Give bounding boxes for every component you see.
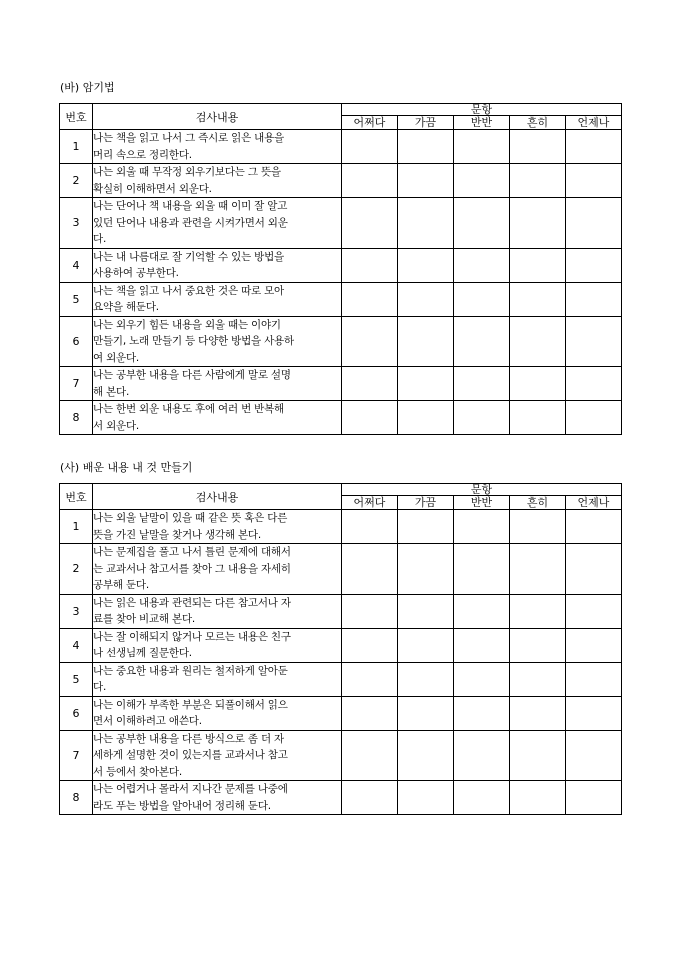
answer-cell-sometimes[interactable] [398,316,454,367]
item-number: 1 [60,130,93,164]
item-content-line: 나는 공부한 내용을 다른 사람에게 말로 설명 [93,369,291,381]
header-option-rarely: 어쩌다 [342,116,398,130]
item-content-line: 해 본다. [93,385,130,398]
answer-cell-rarely[interactable] [342,282,398,316]
item-number: 3 [60,594,93,628]
table-row [60,198,622,249]
answer-cell-half[interactable] [454,401,510,435]
answer-cell-often[interactable] [510,510,566,544]
header-option-always: 언제나 [566,496,622,510]
answer-cell-half[interactable] [454,367,510,401]
item-content-line: 나는 어렵거나 몰라서 지나간 문제를 나중에 [93,783,288,795]
answer-cell-always[interactable] [566,730,622,781]
item-content-line: 료를 찾아 비교해 본다. [93,613,196,625]
answer-cell-sometimes[interactable] [398,282,454,316]
answer-cell-always[interactable] [566,594,622,628]
answer-cell-half[interactable] [454,662,510,696]
answer-cell-often[interactable] [510,401,566,435]
answer-cell-half[interactable] [454,594,510,628]
answer-cell-always[interactable] [566,248,622,282]
answer-cell-often[interactable] [510,367,566,401]
answer-cell-rarely[interactable] [342,781,398,815]
answer-cell-sometimes[interactable] [398,662,454,696]
item-number: 4 [60,628,93,662]
table-row [60,730,622,781]
answer-cell-half[interactable] [454,316,510,367]
item-number: 2 [60,164,93,198]
answer-cell-often[interactable] [510,781,566,815]
item-content-line: 면서 이해하려고 애쓴다. [93,715,202,727]
item-content-line: 다. [93,681,107,693]
item-content-line: 사용하여 공부한다. [93,267,179,279]
answer-cell-often[interactable] [510,544,566,595]
item-number: 8 [60,401,93,435]
item-content-line: 확실히 이해하면서 외운다. [93,182,212,195]
item-content [93,130,342,164]
table-row [60,662,622,696]
item-content-line: 나는 외우기 힘든 내용을 외울 때는 이야기 [93,318,281,331]
table-row [60,510,622,544]
header-option-half: 반반 [454,496,510,510]
answer-cell-half[interactable] [454,696,510,730]
item-content [93,544,342,595]
header-item-group: 문항 [342,104,622,116]
header-option-half: 반반 [454,116,510,130]
item-content-line: 나는 외울 낱말이 있을 때 같은 뜻 혹은 다른 [93,512,288,524]
answer-cell-often[interactable] [510,594,566,628]
item-content [93,198,342,249]
item-content-line: 세하게 설명한 것이 있는지를 교과서나 참고 [93,749,288,761]
answer-cell-sometimes[interactable] [398,594,454,628]
answer-cell-rarely[interactable] [342,130,398,164]
item-content-line: 머리 속으로 정리한다. [93,148,192,161]
answer-cell-always[interactable] [566,401,622,435]
item-content [93,316,342,367]
table-row [60,130,622,164]
answer-cell-half[interactable] [454,248,510,282]
item-content-line: 나는 잘 이해되지 않거나 모르는 내용은 친구 [93,630,291,643]
header-option-rarely: 어쩌다 [342,496,398,510]
item-number: 1 [60,510,93,544]
item-content-line: 나는 이해가 부족한 부분은 되풀이해서 읽으 [93,698,288,711]
item-content-line: 있던 단어나 내용과 관련을 시켜가면서 외운 [93,216,288,229]
table-row [60,594,622,628]
item-content [93,628,342,662]
answer-cell-sometimes[interactable] [398,696,454,730]
item-content-line: 나는 문제집을 풀고 나서 틀린 문제에 대해서 [93,546,291,558]
answer-cell-always[interactable] [566,282,622,316]
item-content [93,367,342,401]
item-number: 4 [60,248,93,282]
answer-cell-half[interactable] [454,130,510,164]
table-row [60,164,622,198]
answer-cell-rarely[interactable] [342,198,398,249]
item-content [93,781,342,815]
answer-cell-often[interactable] [510,316,566,367]
item-number: 5 [60,662,93,696]
answer-cell-often[interactable] [510,730,566,781]
item-content-line: 만들기, 노래 만들기 등 다양한 방법을 사용하 [93,335,294,347]
answer-cell-always[interactable] [566,662,622,696]
answer-cell-sometimes[interactable] [398,130,454,164]
section-title: (사) 배운 내용 내 것 만들기 [60,461,193,474]
item-content-line: 요약을 해둔다. [93,301,159,313]
item-content-line: 서 등에서 찾아본다. [93,765,182,778]
answer-cell-always[interactable] [566,198,622,249]
answer-cell-rarely[interactable] [342,316,398,367]
answer-cell-rarely[interactable] [342,628,398,662]
answer-cell-rarely[interactable] [342,730,398,781]
table-row [60,316,622,367]
answer-cell-sometimes[interactable] [398,544,454,595]
item-content-line: 다. [93,233,107,245]
answer-cell-always[interactable] [566,781,622,815]
answer-cell-half[interactable] [454,628,510,662]
answer-cell-rarely[interactable] [342,594,398,628]
answer-cell-always[interactable] [566,316,622,367]
survey-table [59,103,622,435]
answer-cell-sometimes[interactable] [398,401,454,435]
answer-cell-often[interactable] [510,662,566,696]
answer-cell-always[interactable] [566,696,622,730]
answer-cell-sometimes[interactable] [398,781,454,815]
answer-cell-always[interactable] [566,510,622,544]
header-number: 번호 [60,104,93,130]
item-content [93,164,342,198]
answer-cell-rarely[interactable] [342,401,398,435]
header-option-often: 흔히 [510,116,566,130]
table-row [60,696,622,730]
section-title: (바) 암기법 [60,81,115,94]
answer-cell-always[interactable] [566,130,622,164]
table-row [60,367,622,401]
header-item-group: 문항 [342,484,622,496]
answer-cell-sometimes[interactable] [398,730,454,781]
item-content-line: 나 선생님께 질문한다. [93,647,192,659]
answer-cell-sometimes[interactable] [398,367,454,401]
table-row [60,248,622,282]
answer-cell-sometimes[interactable] [398,198,454,249]
answer-cell-often[interactable] [510,248,566,282]
answer-cell-often[interactable] [510,696,566,730]
header-content: 검사내용 [93,104,342,130]
answer-cell-always[interactable] [566,367,622,401]
answer-cell-rarely[interactable] [342,510,398,544]
answer-cell-sometimes[interactable] [398,510,454,544]
answer-cell-often[interactable] [510,282,566,316]
section-memorization [59,79,621,435]
item-content [93,510,342,544]
item-content [93,594,342,628]
item-content [93,401,342,435]
answer-cell-rarely[interactable] [342,248,398,282]
answer-cell-rarely[interactable] [342,696,398,730]
item-content [93,696,342,730]
answer-cell-half[interactable] [454,544,510,595]
item-number: 6 [60,316,93,367]
item-content-line: 나는 외울 때 무작정 외우기보다는 그 뜻을 [93,166,281,178]
answer-cell-half[interactable] [454,730,510,781]
item-number: 7 [60,730,93,781]
answer-cell-sometimes[interactable] [398,248,454,282]
answer-cell-half[interactable] [454,282,510,316]
item-content-line: 서 외운다. [93,419,140,432]
section-make-it-mine [59,459,621,815]
item-content [93,282,342,316]
table-row [60,781,622,815]
answer-cell-rarely[interactable] [342,367,398,401]
answer-cell-half[interactable] [454,164,510,198]
answer-cell-half[interactable] [454,510,510,544]
header-number: 번호 [60,484,93,510]
answer-cell-half[interactable] [454,781,510,815]
answer-cell-often[interactable] [510,164,566,198]
survey-table [59,483,622,815]
item-number: 3 [60,198,93,249]
answer-cell-half[interactable] [454,198,510,249]
item-content-line: 나는 책을 읽고 나서 중요한 것은 따로 모아 [93,284,284,297]
table-row [60,544,622,595]
header-option-sometimes: 가끔 [398,116,454,130]
item-content-line: 여 외운다. [93,351,140,364]
item-content-line: 나는 읽은 내용과 관련되는 다른 참고서나 자 [93,596,291,609]
item-number: 6 [60,696,93,730]
item-content-line: 나는 한번 외운 내용도 후에 여러 번 반복해 [93,403,284,415]
answer-cell-often[interactable] [510,130,566,164]
answer-cell-rarely[interactable] [342,164,398,198]
item-number: 7 [60,367,93,401]
item-content [93,662,342,696]
answer-cell-always[interactable] [566,544,622,595]
item-content-line: 나는 책을 읽고 나서 그 즉시로 읽은 내용을 [93,132,284,144]
answer-cell-rarely[interactable] [342,662,398,696]
item-content-line: 나는 공부한 내용을 다른 방식으로 좀 더 자 [93,732,284,745]
answer-cell-always[interactable] [566,628,622,662]
item-number: 8 [60,781,93,815]
answer-cell-sometimes[interactable] [398,628,454,662]
item-content-line: 나는 중요한 내용과 원리는 철저하게 알아둔 [93,664,288,677]
answer-cell-always[interactable] [566,164,622,198]
answer-cell-sometimes[interactable] [398,164,454,198]
answer-cell-often[interactable] [510,628,566,662]
header-content: 검사내용 [93,484,342,510]
answer-cell-often[interactable] [510,198,566,249]
item-content-line: 나는 단어나 책 내용을 외울 때 이미 잘 알고 [93,200,288,212]
item-content [93,248,342,282]
header-option-sometimes: 가끔 [398,496,454,510]
item-number: 5 [60,282,93,316]
item-content [93,730,342,781]
item-content-line: 나는 내 나름대로 잘 기억할 수 있는 방법을 [93,250,284,263]
item-content-line: 뜻을 가진 낱말을 찾거나 생각해 본다. [93,528,261,541]
answer-cell-rarely[interactable] [342,544,398,595]
header-option-always: 언제나 [566,116,622,130]
table-row [60,282,622,316]
item-number: 2 [60,544,93,595]
item-content-line: 공부해 둔다. [93,579,149,591]
table-row [60,628,622,662]
header-option-often: 흔히 [510,496,566,510]
item-content-line: 라도 푸는 방법을 알아내어 정리해 둔다. [93,799,271,812]
table-row [60,401,622,435]
item-content-line: 는 교과서나 참고서를 찾아 그 내용을 자세히 [93,562,291,575]
